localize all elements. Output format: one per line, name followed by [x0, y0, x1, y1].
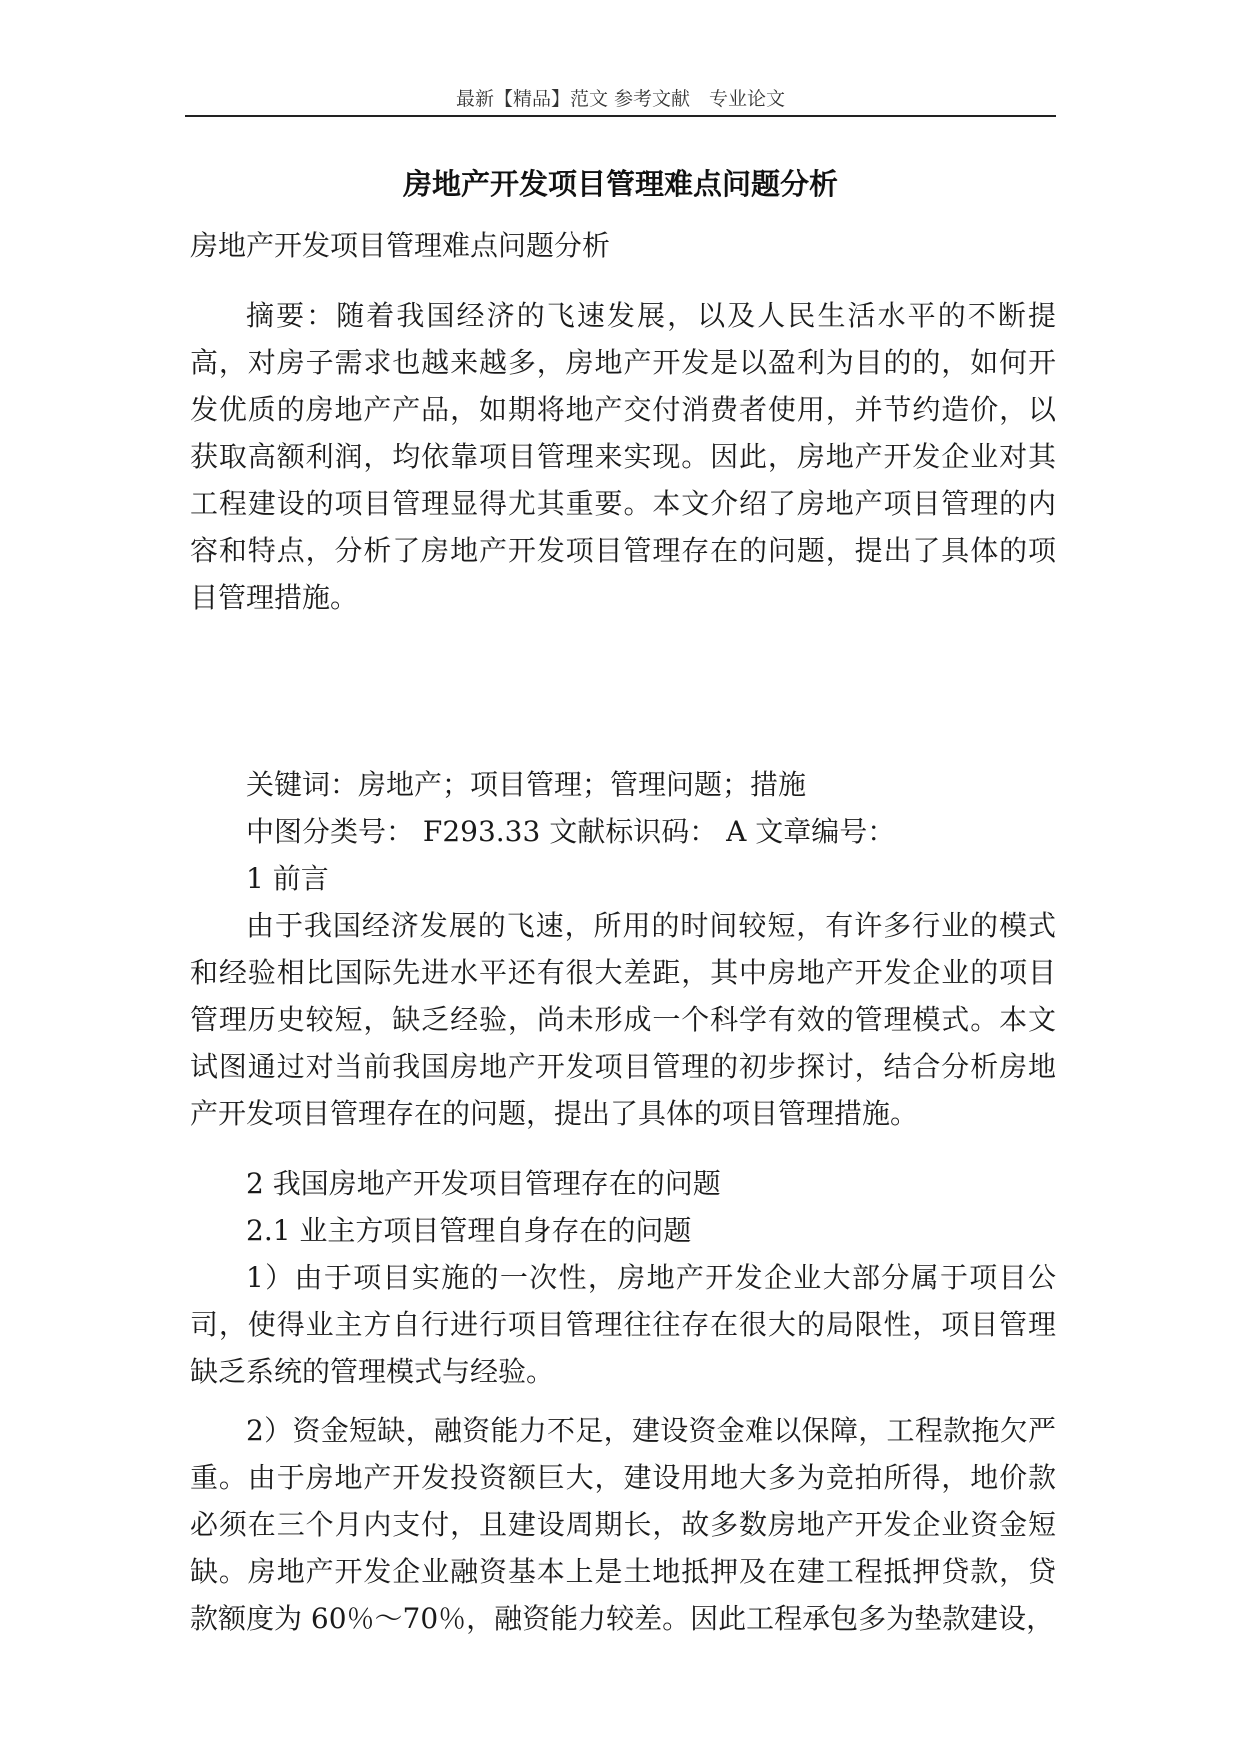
page-header: 最新【精品】范文 参考文献 专业论文	[455, 88, 786, 110]
list-item-2: 2）资金短缺，融资能力不足，建设资金难以保障，工程款拖欠严重。由于房地产开发投资额巨大，建设用地大多为竞拍所得，地价款必须在三个月内支付，且建设周期长，故多数房地产开发企业资金短缺。房地产开发企业融资基本上是土地抵押及在建工程抵押贷款，贷款额度为 60％～70％，融资能力较差。因此工程承包多为垫款建设，	[190, 1414, 1056, 1635]
classification-line: 中图分类号： F293.33 文献标识码： A 文章编号：	[246, 815, 896, 848]
section-heading-2-1: 2.1 业主方项目管理自身存在的问题	[246, 1214, 692, 1247]
keywords-line: 关键词：房地产；项目管理；管理问题；措施	[246, 768, 807, 801]
abstract-paragraph: 摘要：随着我国经济的飞速发展，以及人民生活水平的不断提高，对房子需求也越来越多，房地产开发是以盈利为目的的，如何开发优质的房地产产品，如期将地产交付消费者使用，并节约造价，以获取高额利润，均依靠项目管理来实现。因此，房地产开发企业对其工程建设的项目管理显得尤其重要。本文介绍了房地产项目管理的内容和特点，分析了房地产开发项目管理存在的问题，提出了具体的项目管理措施。	[190, 299, 1056, 614]
section-heading-2: 2 我国房地产开发项目管理存在的问题	[246, 1167, 721, 1200]
intro-paragraph: 由于我国经济发展的飞速，所用的时间较短，有许多行业的模式和经验相比国际先进水平还有很大差距，其中房地产开发企业的项目管理历史较短，缺乏经验，尚未形成一个科学有效的管理模式。本文试图通过对当前我国房地产开发项目管理的初步探讨，结合分析房地产开发项目管理存在的问题，提出了具体的项目管理措施。	[190, 909, 1056, 1130]
document-subtitle: 房地产开发项目管理难点问题分析	[190, 229, 611, 262]
section-heading-1: 1 前言	[246, 862, 329, 895]
list-item-1: 1）由于项目实施的一次性，房地产开发企业大部分属于项目公司，使得业主方自行进行项目管理往往存在很大的局限性，项目管理缺乏系统的管理模式与经验。	[190, 1261, 1056, 1388]
header-rule	[185, 115, 1056, 117]
document-title: 房地产开发项目管理难点问题分析	[402, 167, 838, 201]
document-body	[190, 222, 1056, 1642]
